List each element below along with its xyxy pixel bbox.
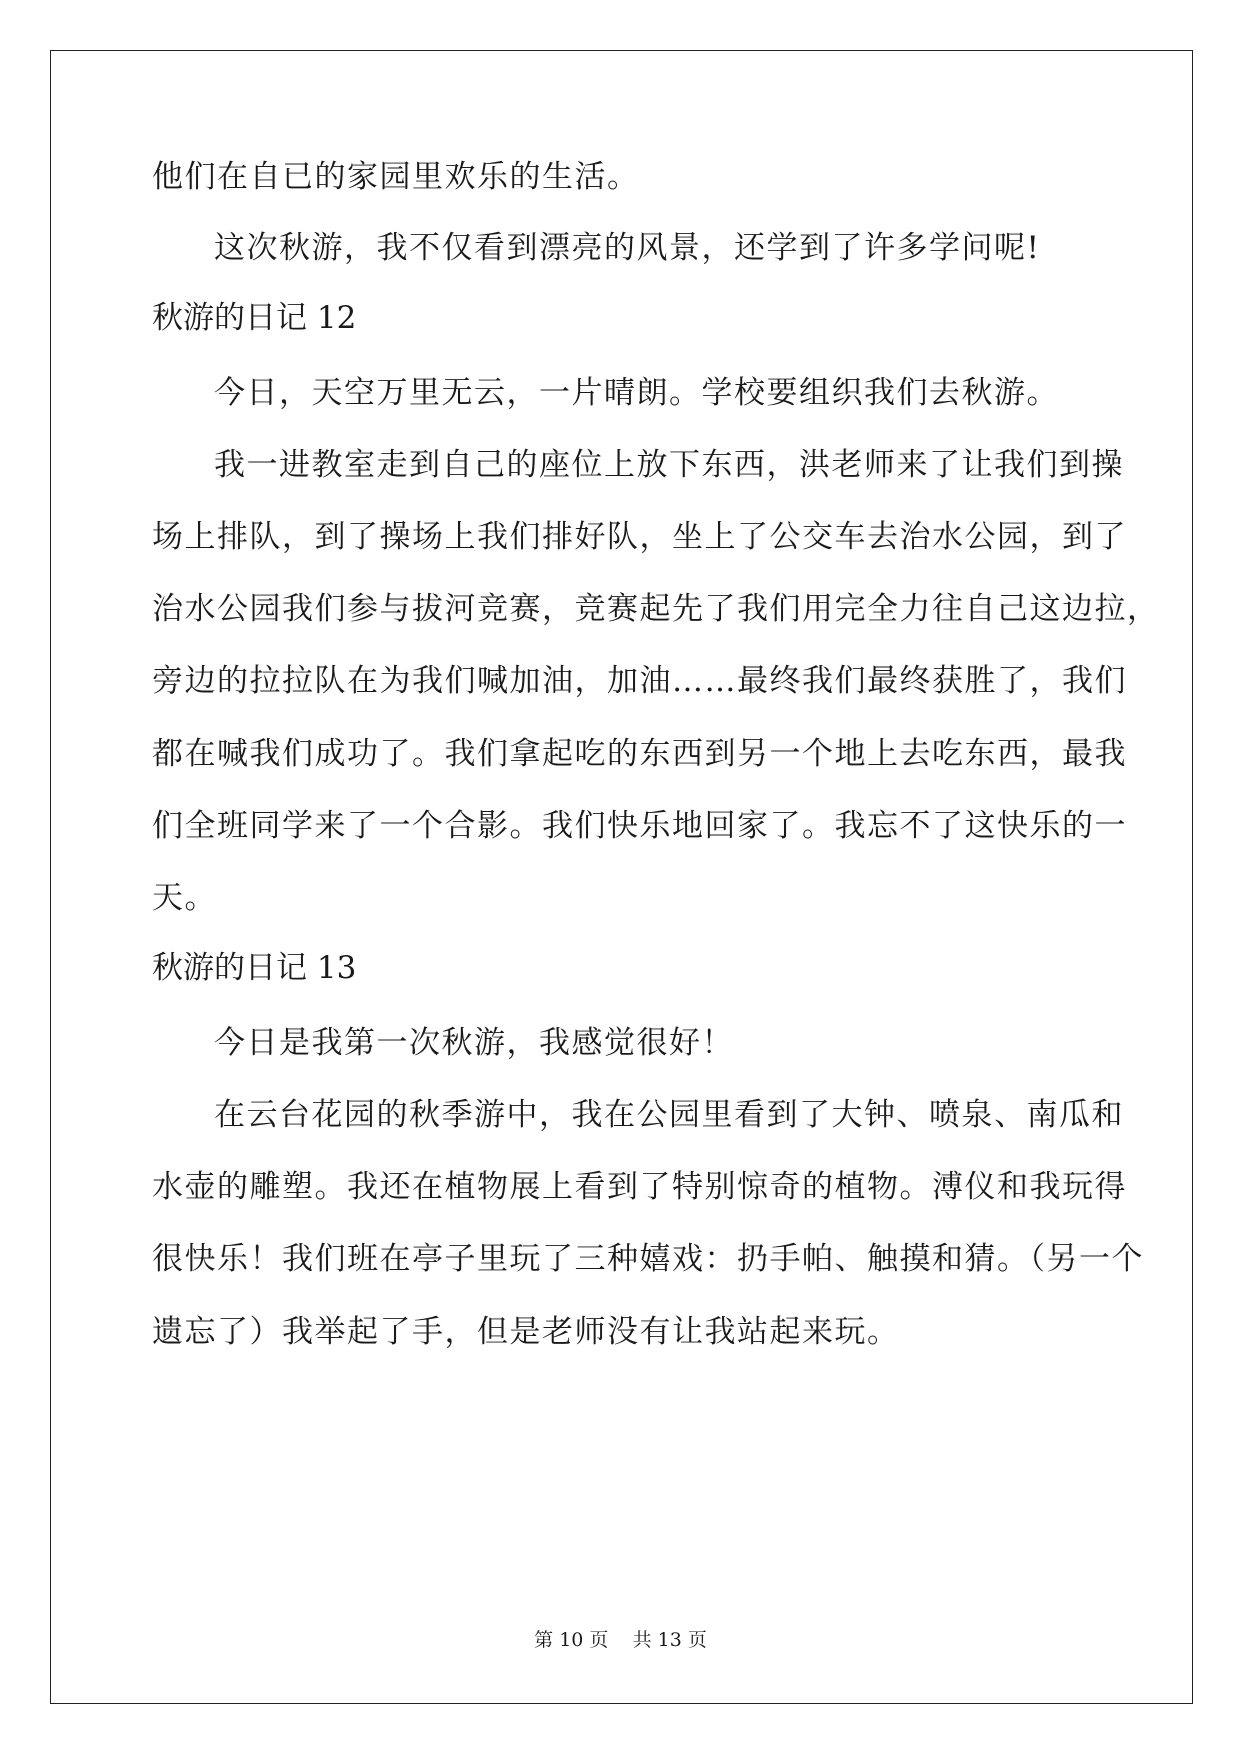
text-line: 水壶的雕塑。我还在植物展上看到了特别惊奇的植物。溥仪和我玩得	[152, 1169, 1127, 1205]
text-line: 天。	[152, 880, 217, 916]
text-line: 们全班同学来了一个合影。我们快乐地回家了。我忘不了这快乐的一	[152, 808, 1127, 844]
text-line: 遗忘了）我举起了手，但是老师没有让我站起来玩。	[152, 1314, 900, 1350]
text-line: 今日，天空万里无云，一片晴朗。学校要组织我们去秋游。	[214, 375, 1059, 411]
text-line: 这次秋游，我不仅看到漂亮的风景，还学到了许多学问呢!	[214, 230, 1041, 266]
section-heading: 秋游的日记 13	[152, 950, 357, 986]
text-line: 旁边的拉拉队在为我们喊加油，加油……最终我们最终获胜了，我们	[152, 663, 1127, 699]
page-number-footer: 第 10 页 共 13 页	[534, 1629, 707, 1651]
section-heading: 秋游的日记 12	[152, 300, 357, 336]
text-line: 很快乐！我们班在亭子里玩了三种嬉戏：扔手帕、触摸和猜。（另一个	[152, 1241, 1144, 1277]
text-line: 都在喊我们成功了。我们拿起吃的东西到另一个地上去吃东西，最我	[152, 736, 1127, 772]
text-line: 在云台花园的秋季游中，我在公园里看到了大钟、喷泉、南瓜和	[214, 1097, 1124, 1133]
text-line: 治水公园我们参与拔河竞赛，竞赛起先了我们用完全力往自己这边拉，	[152, 591, 1160, 627]
text-line: 今日是我第一次秋游，我感觉很好！	[214, 1025, 734, 1061]
text-line: 场上排队，到了操场上我们排好队，坐上了公交车去治水公园，到了	[152, 519, 1127, 555]
text-line: 我一进教室走到自己的座位上放下东西，洪老师来了让我们到操	[214, 447, 1124, 483]
text-line: 他们在自已的家园里欢乐的生活。	[152, 159, 640, 195]
